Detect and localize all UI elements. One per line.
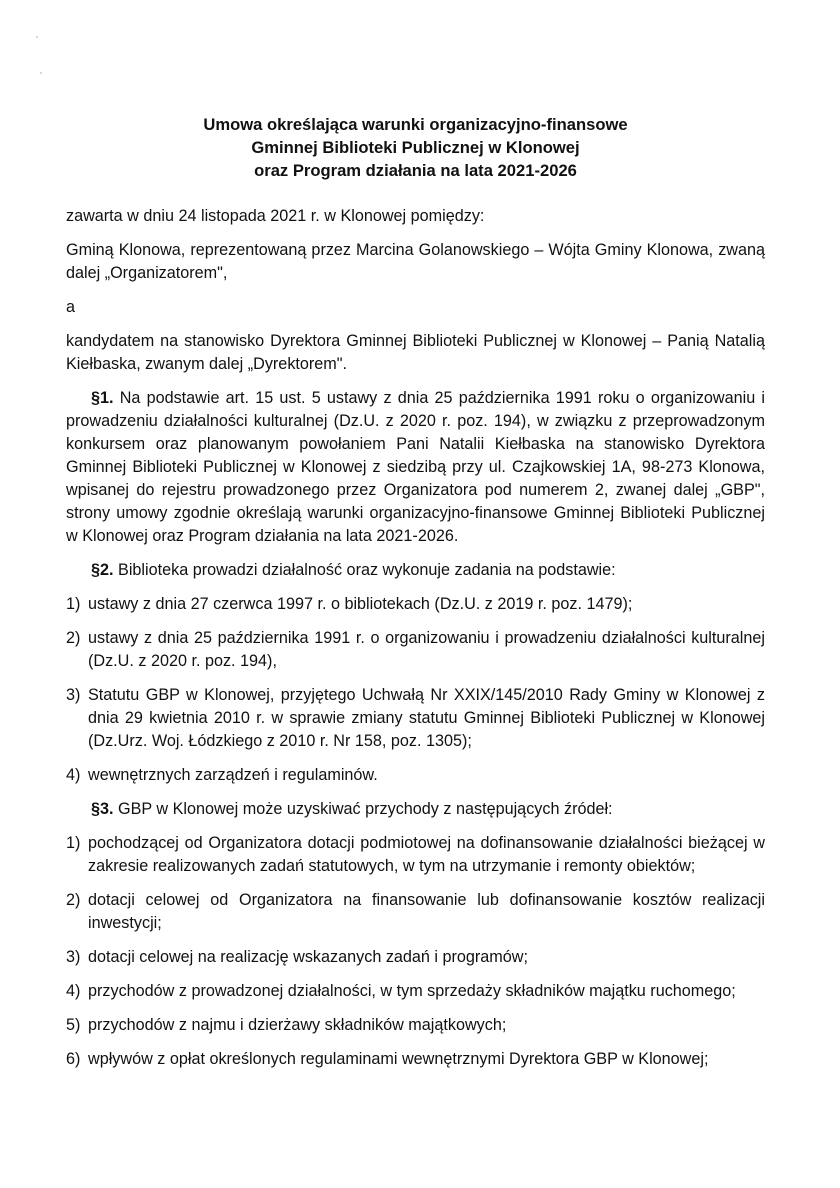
- section-1-paragraph: [66, 387, 765, 548]
- list-item-number: 1): [66, 595, 81, 613]
- list-item: [66, 593, 765, 616]
- list-item-text: dotacji celowej na realizację wskazanych zadań i programów;: [88, 948, 528, 966]
- list-item: [66, 980, 765, 1003]
- list-item-text: ustawy z dnia 25 października 1991 r. o organizowaniu i prowadzeniu działalności kulturalnej (Dz.U. z 2020 r. poz. 194),: [88, 629, 765, 670]
- conjunction-paragraph: a: [66, 298, 76, 316]
- list-item: [66, 946, 765, 969]
- list-item: [66, 627, 765, 673]
- list-item-number: 2): [66, 629, 81, 647]
- scan-speck: [40, 72, 42, 74]
- list-item-number: 3): [66, 948, 81, 966]
- list-item-number: 3): [66, 686, 81, 704]
- section-1-text: Na podstawie art. 15 ust. 5 ustawy z dnia 25 października 1991 roku o organizowaniu i prowadzeniu działalności kulturalnej (Dz.U. z 2020 r. poz. 194), w związku z przeprowadzonym konkursem oraz planowanym powołaniem Pani Natalii Kiełbaska na stanowisko Dyrektora Gminnej Biblioteki Publicznej w Klonowej z siedzibą przy ul. Czajkowskiej 1A, 98-273 Klonowa, wpisanej do rejestru prowadzonego przez Organizatora pod numerem 2, zwanej dalej „GBP", strony umowy zgodnie określają warunki organizacyjno-finansowe Gminnej Biblioteki Publicznej w Klonowej oraz Program działania na lata 2021-2026.: [66, 389, 765, 545]
- section-2-label: §2.: [91, 561, 114, 579]
- list-item-number: 5): [66, 1016, 81, 1034]
- document-title: [66, 113, 765, 182]
- section-3-text: GBP w Klonowej może uzyskiwać przychody z następujących źródeł:: [118, 800, 613, 818]
- list-item-text: wpływów z opłat określonych regulaminami wewnętrznymi Dyrektora GBP w Klonowej;: [88, 1050, 709, 1068]
- list-item-number: 6): [66, 1050, 81, 1068]
- list-item-number: 1): [66, 834, 81, 852]
- section-2-paragraph: [66, 559, 765, 582]
- document-body: [66, 113, 765, 1082]
- section-2-text: Biblioteka prowadzi działalność oraz wykonuje zadania na podstawie:: [118, 561, 616, 579]
- section-2-list: [66, 593, 765, 787]
- list-item-number: 4): [66, 982, 81, 1000]
- list-item-number: 4): [66, 766, 81, 784]
- list-item-text: wewnętrznych zarządzeń i regulaminów.: [88, 766, 378, 784]
- list-item: [66, 832, 765, 878]
- title-line: Gminnej Biblioteki Publicznej w Klonowej: [251, 138, 580, 157]
- list-item-text: ustawy z dnia 27 czerwca 1997 r. o bibliotekach (Dz.U. z 2019 r. poz. 1479);: [88, 595, 633, 613]
- section-3-list: [66, 832, 765, 1071]
- title-line: oraz Program działania na lata 2021-2026: [254, 161, 577, 180]
- list-item-text: dotacji celowej od Organizatora na finansowanie lub dofinansowanie kosztów realizacji inwestycji;: [88, 891, 765, 932]
- list-item: [66, 1048, 765, 1071]
- section-3-label: §3.: [91, 800, 114, 818]
- list-item: [66, 1014, 765, 1037]
- list-item: [66, 889, 765, 935]
- party-organizer-paragraph: Gminą Klonowa, reprezentowaną przez Marcina Golanowskiego – Wójta Gminy Klonowa, zwaną dalej „Organizatorem",: [66, 241, 765, 282]
- list-item-text: pochodzącej od Organizatora dotacji podmiotowej na dofinansowanie działalności bieżącej w zakresie realizowanych zadań statutowych, w tym na utrzymanie i remonty obiektów;: [88, 834, 765, 875]
- list-item: [66, 764, 765, 787]
- list-item-text: przychodów z prowadzonej działalności, w tym sprzedaży składników majątku ruchomego;: [88, 982, 736, 1000]
- party-director-paragraph: kandydatem na stanowisko Dyrektora Gminnej Biblioteki Publicznej w Klonowej – Panią Natalią Kiełbaska, zwanym dalej „Dyrektorem".: [66, 332, 765, 373]
- section-1-label: §1.: [91, 389, 114, 407]
- intro-paragraph: zawarta w dniu 24 listopada 2021 r. w Klonowej pomiędzy:: [66, 207, 485, 225]
- list-item: [66, 684, 765, 753]
- scan-speck: [36, 36, 38, 38]
- section-3-paragraph: [66, 798, 765, 821]
- list-item-text: Statutu GBP w Klonowej, przyjętego Uchwałą Nr XXIX/145/2010 Rady Gminy w Klonowej z dnia 29 kwietnia 2010 r. w sprawie zmiany statutu Gminnej Biblioteki Publicznej w Klonowej (Dz.Urz. Woj. Łódzkiego z 2010 r. Nr 158, poz. 1305);: [88, 686, 765, 750]
- list-item-number: 2): [66, 891, 81, 909]
- list-item-text: przychodów z najmu i dzierżawy składników majątkowych;: [88, 1016, 507, 1034]
- title-line: Umowa określająca warunki organizacyjno-finansowe: [203, 115, 628, 134]
